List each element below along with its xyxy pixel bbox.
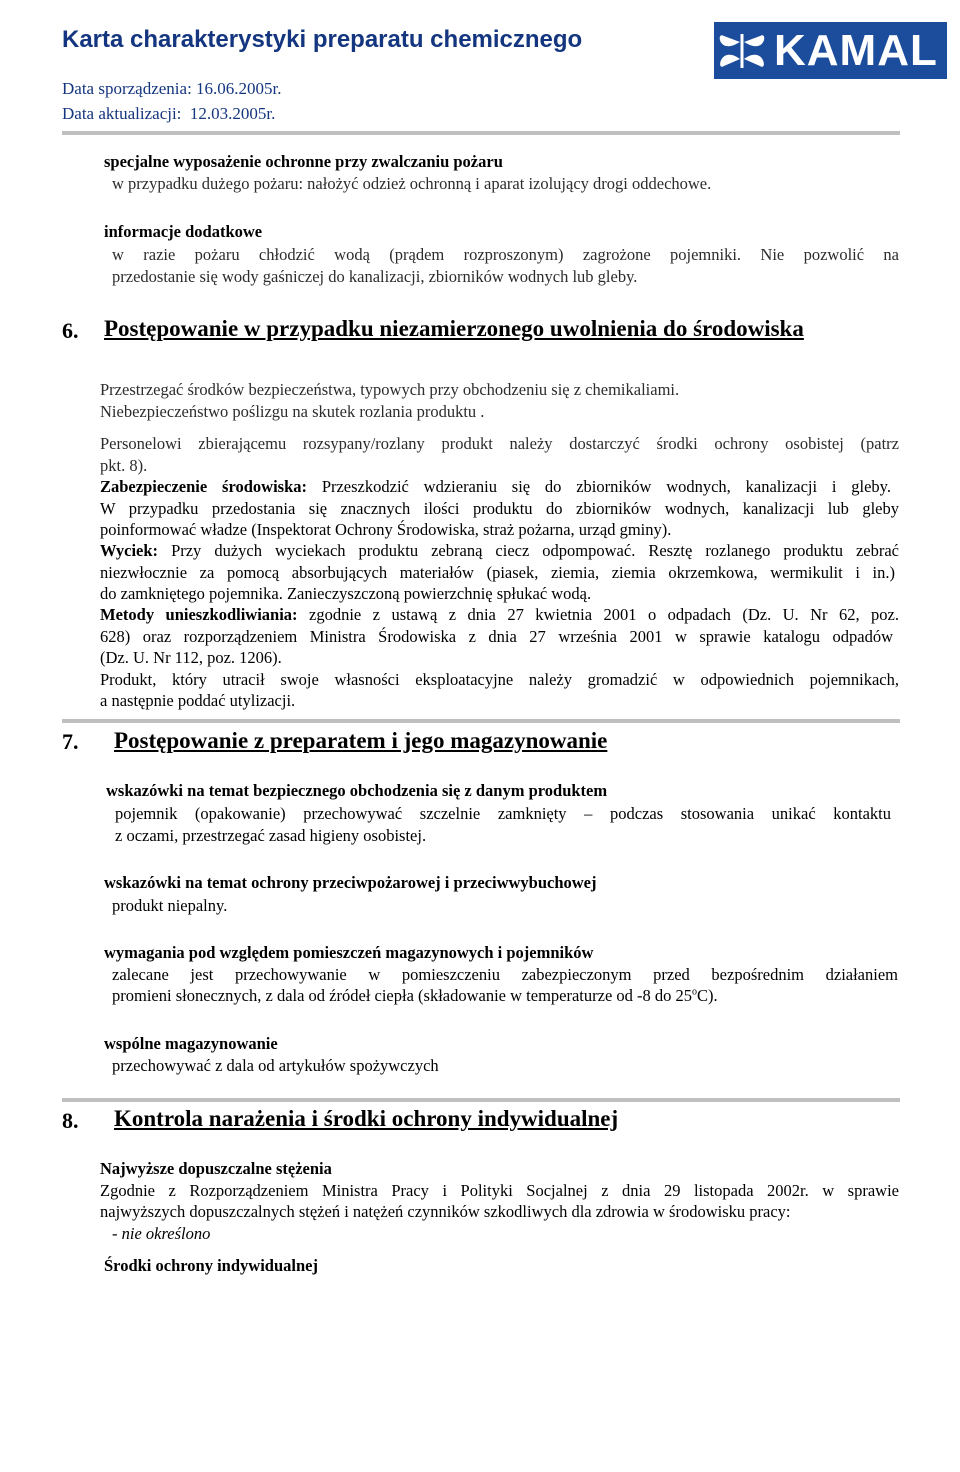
storage-requirements-line: zalecane jest przechowywanie w pomieszczeniu zabezpieczonym przed bezpośrednim działaniem (112, 965, 898, 984)
section-7-title: Postępowanie z preparatem i jego magazynowanie (114, 728, 608, 753)
section-7-divider (62, 1098, 900, 1102)
leak-label: Wyciek: (100, 541, 159, 560)
fire-equipment-heading: specjalne wyposażenie ochronne przy zwalczaniu pożaru (104, 152, 503, 171)
joint-storage-line: przechowywać z dala od artykułów spożywczych (112, 1056, 439, 1075)
section-6-line: Przestrzegać środków bezpieczeństwa, typowych przy obchodzeniu się z chemikaliami. (100, 380, 680, 399)
safe-handling-line: pojemnik (opakowanie) przechowywać szczelnie zamknięty – podczas stosowania unikać kontaktu (115, 804, 891, 823)
not-specified: - nie określono (112, 1224, 211, 1243)
leak-paragraph (100, 541, 899, 561)
fire-equipment-text: w przypadku dużego pożaru: nałożyć odzież ochronną i aparat izolujący drogi oddechowe. (112, 174, 712, 193)
section-6-number: 6. (62, 318, 79, 343)
fire-protection-heading: wskazówki na temat ochrony przeciwpożarowej i przeciwwybuchowej (104, 873, 597, 892)
date-created: Data sporządzenia: 16.06.2005r. (62, 79, 282, 98)
safe-handling-line: z oczami, przestrzegać zasad higieny osobistej. (115, 826, 427, 845)
date-updated-label: Data aktualizacji: (62, 104, 182, 123)
section-7-number: 7. (62, 729, 79, 754)
section-6-line: W przypadku przedostania się znacznych ilości produktu do zbiorników wodnych, kanalizacji lub gleby (100, 499, 899, 518)
butterfly-icon (714, 22, 770, 79)
additional-info-line: przedostanie się wody gaśniczej do kanalizacji, zbiorników wodnych lub gleby. (112, 267, 638, 286)
storage-requirements-heading: wymagania pod względem pomieszczeń magazynowych i pojemników (104, 943, 594, 962)
section-6-line: a następnie poddać utylizacji. (100, 691, 296, 710)
max-concentration-line: Zgodnie z Rozporządzeniem Ministra Pracy i Polityki Socjalnej z dnia 29 listopada 2002r. w sprawie (100, 1181, 899, 1200)
section-6-divider (62, 719, 900, 723)
additional-info-heading: informacje dodatkowe (104, 222, 263, 241)
fire-protection-line: produkt niepalny. (112, 896, 228, 915)
environment-protection (100, 477, 891, 497)
section-6-line: niezwłocznie za pomocą absorbujących materiałów (piasek, ziemia, ziemia okrzemkowa, wermikulit i in.) (100, 563, 895, 582)
date-updated (62, 104, 275, 124)
section-6-line: poinformować władze (Inspektorat Ochrony Środowiska, straż pożarna, urząd gminy). (100, 520, 672, 539)
kamal-logo (714, 22, 947, 79)
section-8-number: 8. (62, 1108, 79, 1133)
storage-requirements-line (112, 986, 718, 1006)
joint-storage-heading: wspólne magazynowanie (104, 1034, 278, 1053)
ppe-heading: Środki ochrony indywidualnej (104, 1256, 318, 1275)
storage-temp-text: promieni słonecznych, z dala od źródeł ciepła (składowanie w temperaturze od -8 do 25 (112, 986, 693, 1005)
environment-label: Zabezpieczenie środowiska: (100, 477, 307, 496)
section-6-line: Niebezpieczeństwo poślizgu na skutek rozlania produktu . (100, 402, 485, 421)
degree-sup: o (692, 986, 698, 998)
max-concentration-heading: Najwyższe dopuszczalne stężenia (100, 1159, 332, 1178)
max-concentration-line: najwyższych dopuszczalnych stężeń i natężeń czynników szkodliwych dla zdrowia w środowisku pracy: (100, 1202, 791, 1221)
section-6-line: Produkt, który utracił swoje własności eksploatacyjne należy gromadzić w odpowiednich pojemnikach, (100, 670, 899, 689)
section-6-line: (Dz. U. Nr 112, poz. 1206). (100, 648, 282, 667)
safe-handling-heading: wskazówki na temat bezpiecznego obchodzenia się z danym produktem (106, 781, 608, 800)
header-divider (62, 131, 900, 135)
section-6-title: Postępowanie w przypadku niezamierzonego uwolnienia do środowiska (104, 316, 804, 341)
section-6-line: 628) oraz rozporządzeniem Ministra Środowiska z dnia 27 września 2001 w sprawie katalogu odpadów (100, 627, 893, 646)
leak-text: Przy dużych wyciekach produktu zebraną ciecz odpompować. Resztę rozlanego produktu zebrać (171, 541, 899, 560)
disposal-label: Metody unieszkodliwiania: (100, 605, 298, 624)
date-updated-value: 12.03.2005r. (189, 104, 276, 123)
section-6-line: do zamkniętego pojemnika. Zanieczyszczoną powierzchnię spłukać wodą. (100, 584, 592, 603)
disposal-paragraph (100, 605, 899, 625)
section-8-title: Kontrola narażenia i środki ochrony indywidualnej (114, 1106, 619, 1131)
additional-info-line: w razie pożaru chłodzić wodą (prądem rozproszonym) zagrożone pojemniki. Nie pozwolić na (112, 245, 899, 264)
logo-text: KAMAL (774, 26, 938, 75)
disposal-text: zgodnie z ustawą z dnia 27 kwietnia 2001 o odpadach (Dz. U. Nr 62, poz. (309, 605, 899, 624)
environment-text: Przeszkodzić wdzieraniu się do zbiorników wodnych, kanalizacji i gleby. (321, 477, 891, 496)
section-6-line: pkt. 8). (100, 456, 148, 475)
storage-temp-unit: C). (697, 986, 718, 1005)
section-6-line: Personelowi zbierającemu rozsypany/rozlany produkt należy dostarczyć środki ochrony osobistej (patrz (100, 434, 899, 453)
document-title: Karta charakterystyki preparatu chemicznego (62, 26, 583, 53)
